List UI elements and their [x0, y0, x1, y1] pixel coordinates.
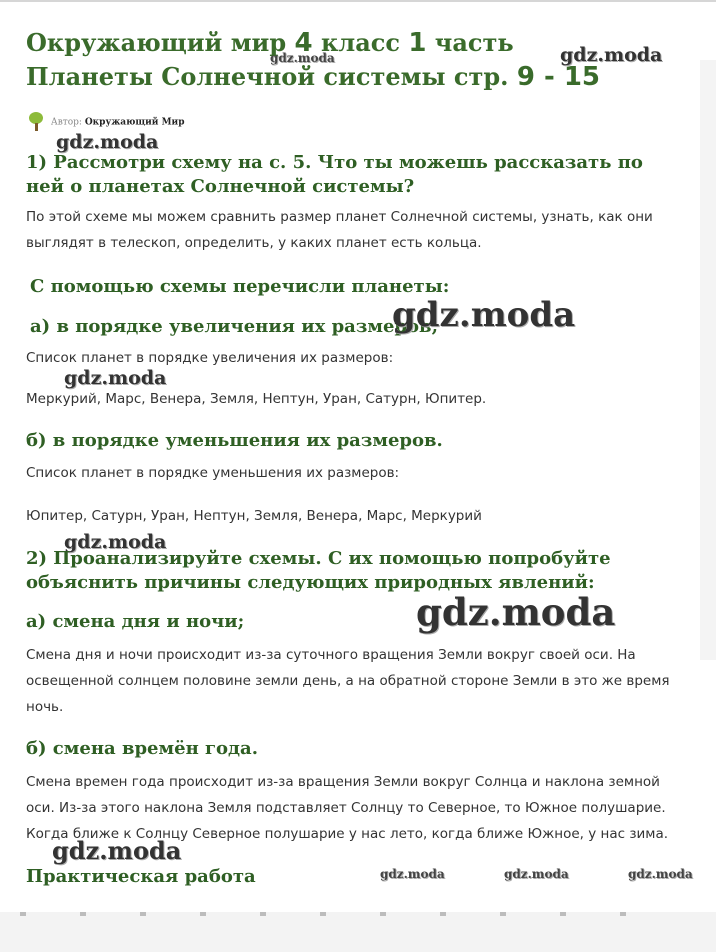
author-line	[26, 112, 185, 132]
question-1-heading: 1) Рассмотри схему на с. 5. Что ты можешь рассказать по ней о планетах Солнечной системы?	[26, 152, 643, 197]
part-b-intro: Список планет в порядке уменьшения их размеров:	[26, 465, 400, 481]
question-2a-answer: Смена дня и ночи происходит из-за суточного вращения Земли вокруг своей оси. На освещенной солнцем половине земли день, а на обратной стороне Земли в это же время ночь.	[26, 647, 670, 715]
watermark: gdz.moda	[628, 867, 693, 881]
part-a-intro: Список планет в порядке увеличения их размеров:	[26, 350, 394, 366]
practical-work-heading: Практическая работа	[26, 866, 256, 887]
watermark: gdz.moda	[52, 836, 182, 865]
part-b-heading: б) в порядке уменьшения их размеров.	[26, 430, 443, 451]
page-title: Окружающий мир 4 класс 1 часть Планеты Солнечной системы стр. 9 - 15	[26, 28, 601, 92]
question-2a-heading: а) смена дня и ночи;	[26, 611, 245, 632]
part-b-list: Юпитер, Сатурн, Уран, Нептун, Земля, Венера, Марс, Меркурий	[26, 508, 482, 524]
list-heading: С помощью схемы перечисли планеты:	[30, 276, 450, 297]
question-1-answer: По этой схеме мы можем сравнить размер планет Солнечной системы, узнать, как они выглядят в телескоп, определить, у каких планет есть кольца.	[26, 209, 653, 251]
cut-off-text-line	[20, 912, 680, 916]
watermark: gdz.moda	[560, 44, 663, 66]
part-a-list: Меркурий, Марс, Венера, Земля, Нептун, Уран, Сатурн, Юпитер.	[26, 391, 487, 407]
right-sidebar-edge	[700, 60, 716, 660]
watermark: gdz.moda	[64, 367, 167, 389]
author-label: Автор:	[50, 117, 82, 128]
author-name[interactable]: Окружающий Мир	[84, 117, 185, 128]
top-border	[0, 0, 716, 2]
question-2-heading: 2) Проанализируйте схемы. С их помощью попробуйте объяснить причины следующих природных явлений:	[26, 548, 611, 593]
part-a-heading: а) в порядке увеличения их размеров;	[30, 316, 439, 337]
question-2b-heading: б) смена времён года.	[26, 738, 258, 759]
watermark: gdz.moda	[504, 867, 569, 881]
question-2b-answer: Смена времен года происходит из-за вращения Земли вокруг Солнца и наклона земной оси. Из-за этого наклона Земля подставляет Солнцу то Северное, то Южное полушарие. Когда ближе к Солнцу Северное полушарие у нас лето, когда ближе Южное, у нас зима.	[26, 774, 669, 842]
watermark: gdz.moda	[380, 867, 445, 881]
watermark: gdz.moda	[416, 590, 616, 634]
watermark: gdz.moda	[64, 531, 167, 553]
watermark: gdz.moda	[56, 131, 159, 153]
tree-icon	[26, 112, 46, 132]
watermark: gdz.moda	[270, 51, 335, 65]
watermark: gdz.moda	[392, 295, 576, 335]
bottom-fade	[0, 912, 716, 952]
